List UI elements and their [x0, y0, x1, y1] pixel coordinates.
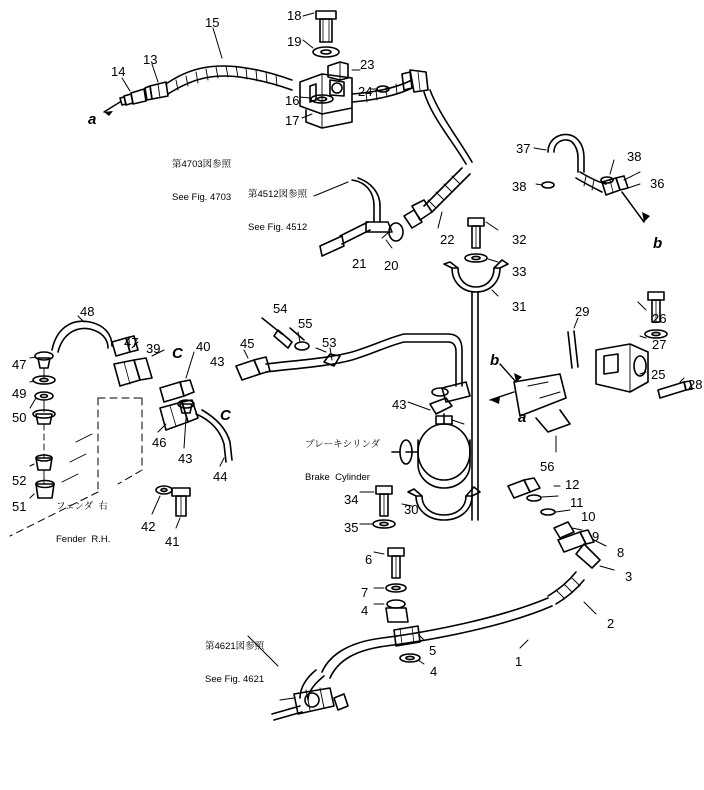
callout-43-c: 43 [178, 451, 193, 466]
callout-28: 28 [688, 377, 703, 392]
callout-39: 39 [146, 341, 161, 356]
callout-4-b: 4 [430, 664, 438, 679]
callout-27: 27 [652, 337, 667, 352]
callout-12: 12 [565, 477, 580, 492]
callout-47-mid: 47 [124, 335, 139, 350]
callout-32: 32 [512, 232, 527, 247]
callout-38-right: 38 [627, 149, 642, 164]
callout-48: 48 [80, 304, 95, 319]
ref-fig-4621-jp: 第4621図参照 [205, 640, 265, 652]
callout-1: 1 [515, 654, 523, 669]
callout-30: 30 [404, 502, 419, 517]
callout-4-a: 4 [361, 603, 369, 618]
callout-53: 53 [322, 335, 337, 350]
callout-7: 7 [361, 585, 369, 600]
callout-13: 13 [143, 52, 158, 67]
callout-18: 18 [287, 8, 302, 23]
ref-fig-4512-jp: 第4512図参照 [248, 188, 308, 200]
label-brake-cylinder [305, 418, 380, 494]
callout-25: 25 [651, 367, 666, 382]
callout-50: 50 [12, 410, 27, 425]
label-fender-jp: フェンダ 右 [56, 500, 108, 512]
callout-51: 51 [12, 499, 27, 514]
callout-47-left: 47 [12, 357, 27, 372]
callout-43-b: 43 [392, 397, 407, 412]
section-mark-a-mid: a [518, 409, 527, 426]
label-fender [56, 480, 110, 556]
callout-10: 10 [581, 509, 596, 524]
callout-22: 22 [440, 232, 455, 247]
callout-19: 19 [287, 34, 302, 49]
callout-20: 20 [384, 258, 399, 273]
callout-54: 54 [273, 301, 288, 316]
callout-46: 46 [152, 435, 167, 450]
callout-45: 45 [240, 336, 255, 351]
callout-40: 40 [196, 339, 211, 354]
section-mark-c-upper: C [172, 345, 183, 362]
callout-38-left: 38 [512, 179, 527, 194]
ref-fig-4512 [248, 168, 307, 244]
callout-56: 56 [540, 459, 555, 474]
ref-fig-4703-en: See Fig. 4703 [172, 191, 232, 203]
callout-2: 2 [607, 616, 615, 631]
ref-fig-4512-en: See Fig. 4512 [248, 221, 308, 233]
callout-11: 11 [570, 495, 584, 510]
callout-15: 15 [205, 15, 220, 30]
label-fender-en: Fender R.H. [56, 533, 111, 545]
callout-37: 37 [516, 141, 531, 156]
label-brake-cylinder-jp: ブレーキシリンダ [305, 438, 381, 450]
section-mark-a-left: a [88, 111, 97, 128]
callout-16: 16 [285, 93, 300, 108]
callout-9: 9 [592, 529, 600, 544]
section-mark-b-mid: b [490, 352, 500, 369]
section-mark-b-right: b [653, 235, 663, 252]
callout-8: 8 [617, 545, 625, 560]
section-mark-c-lower: C [220, 407, 231, 424]
callout-26: 26 [652, 311, 667, 326]
callout-35: 35 [344, 520, 359, 535]
callout-23: 23 [360, 57, 375, 72]
callout-34: 34 [344, 492, 359, 507]
callout-6: 6 [365, 552, 373, 567]
callout-41: 41 [165, 534, 180, 549]
callout-21: 21 [352, 256, 367, 271]
ref-fig-4621 [205, 620, 264, 696]
callout-24: 24 [358, 84, 373, 99]
callout-36: 36 [650, 176, 665, 191]
ref-fig-4703 [172, 138, 231, 214]
callout-44: 44 [213, 469, 228, 484]
callout-14: 14 [111, 64, 126, 79]
callout-33: 33 [512, 264, 527, 279]
callout-29: 29 [575, 304, 590, 319]
callout-31: 31 [512, 299, 527, 314]
callout-49: 49 [12, 386, 27, 401]
ref-fig-4621-en: See Fig. 4621 [205, 673, 265, 685]
callout-5: 5 [429, 643, 437, 658]
callout-52: 52 [12, 473, 27, 488]
callout-17: 17 [285, 113, 300, 128]
ref-fig-4703-jp: 第4703図参照 [172, 158, 232, 170]
label-brake-cylinder-en: Brake Cylinder [305, 471, 370, 483]
callout-43-a: 43 [210, 354, 225, 369]
callout-42: 42 [141, 519, 156, 534]
callout-3: 3 [625, 569, 633, 584]
callout-55: 55 [298, 316, 313, 331]
